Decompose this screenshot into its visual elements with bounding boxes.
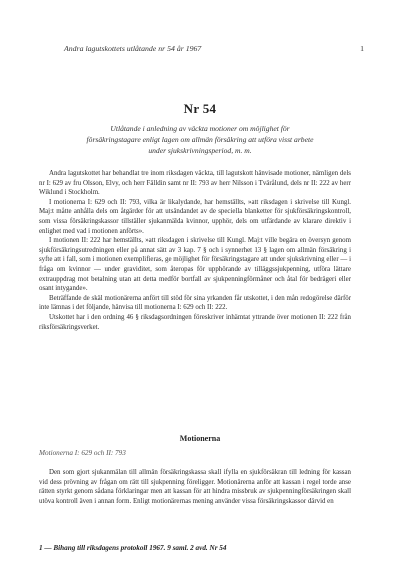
motion-text [39,468,351,506]
body-text [39,169,351,332]
document-subtitle: Utlåtande i anledning av väckta motioner om möjlighet för försäkringstagare enligt lagen om allmän försäkring att utföra visst arbete under sjukskrivningsperiod, m. m. [86,124,314,155]
paragraph-motion-222: I motionen II: 222 har hemställts, »att riksdagen i skrivelse till Kungl. Maj:t ville begära en översyn genom sjukförsäkringsutredningen eller på annat sätt av 3 kap. 7 § och i synnerhet 13 § lagen om allmän försäkring i syfte att i fall, som i motionen exemplifieras, ge möjlighet för försäkringstagare att under sjukskrivning eller — i fråga om kvinnor — under graviditet, som återopas för upphörande av tilläggssjukpenning, utföra lättare extrauppdrag mot betalning utan att detta medför bortfall av sjukpenningförmåner och åtal för bedrägeri eller osant intygande». [39,237,351,293]
page-number: 1 [360,44,364,53]
footnote: 1 — Bihang till riksdagens protokoll 1967. 9 saml. 2 avd. Nr 54 [39,544,227,552]
document-number-title: Nr 54 [183,101,217,116]
paragraph-intro: Andra lagutskottet har behandlat tre inom riksdagen väckta, till lagutskott hänvisade motioner, nämligen dels nr I: 629 av fru Olsson, Elvy, och herr Fälldin samt nr II: 793 av herr Nilsson i Tvärålund, dels nr II: 222 av herr Wiklund i Stockholm. [39,170,351,197]
paragraph-motion-629: I motionerna I: 629 och II: 793, vilka är likalydande, har hemställts, »att riksdagen i skrivelse till Kungl. Maj:t måtte anhålla dels om åtgärder för att utsändandet av de speciella blanketter för sjukförsäkringskontroll, som vissa försäkringskassor tillställer sjukanmälda kvinnor, upphör, dels om utfärdande av klarare direktiv i enlighet med vad i motionen anförts». [39,198,351,235]
paragraph-motion-body: Den som gjort sjukanmälan till allmän försäkringskassa skall ifylla en sjukförsäkran till ledning för kassan vid dess prövning av frågan om rätt till sjukpenning föreligger. Motionärerna anför att kassan i regel torde anse rätten styrkt genom sådana förklaringar men att kassan för att hindra missbruk av sjukpenningförsäkringen skall utöva kontroll även i annan form. Enligt motionärernas mening använder vissa försäkringskassor därvid en [39,469,351,505]
motion-reference: Motionerna I: 629 och II: 793 [39,449,126,457]
paragraph-reasons: Beträffande de skäl motionärerna anfört till stöd för sina yrkanden får utskottet, i den mån redogörelse därför inte lämnas i det följande, hänvisa till motionerna I: 629 och II: 222. [39,294,351,312]
paragraph-statement: Utskottet har i den ordning 46 § riksdagsordningen föreskriver inhämtat yttrande över motionen II: 222 från riksförsäkringsverket. [39,313,351,331]
section-heading: Motionerna [179,434,221,443]
running-header [64,44,364,53]
running-title: Andra lagutskottets utlåtande nr 54 år 1967 [64,44,202,53]
